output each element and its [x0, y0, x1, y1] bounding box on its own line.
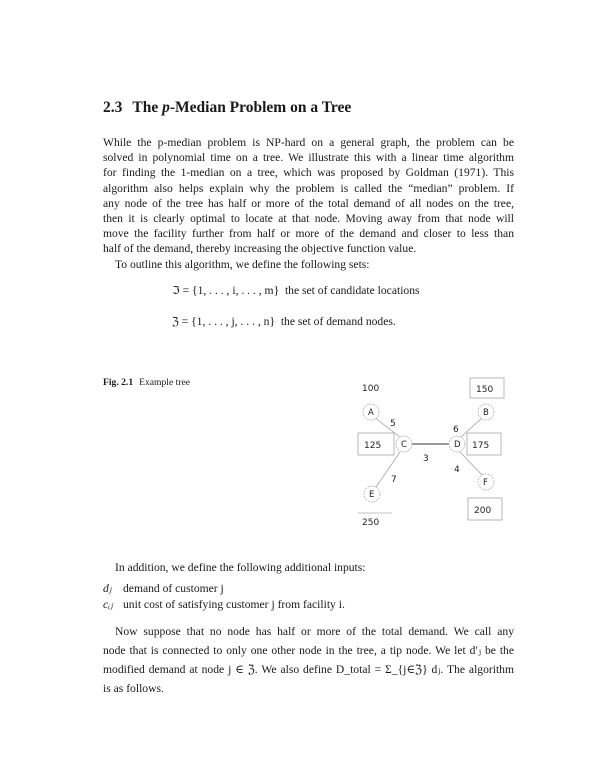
edge-A-C [374, 417, 400, 437]
demand-label-B: 150 [476, 385, 494, 395]
section-heading [103, 99, 351, 117]
tip-line: is as follows. [103, 682, 164, 695]
intro-line: algorithm also helps explain why the problem is called the “median” problem. If [103, 181, 514, 195]
example-tree-figure [340, 375, 520, 535]
additional-intro-line: In addition, we define the following additional inputs: [115, 561, 366, 574]
tip-line: Now suppose that no node has half or more of the total demand. We call any [115, 625, 514, 638]
intro-line: for finding the 1-median on a tree, which was proposed by Goldman (1971). This [103, 166, 514, 180]
input-description: demand of customer j [123, 582, 224, 595]
node-label-C: C [401, 440, 407, 450]
additional-inputs-intro [103, 560, 514, 575]
node-label-F: F [483, 478, 488, 488]
input-definitions [103, 581, 345, 612]
intro-line: any node of the tree has half or more of the total demand of all nodes on the tree, [103, 196, 514, 210]
section-title-prefix: The [132, 99, 163, 116]
input-variable: dⱼ [103, 582, 112, 595]
section-title-rest: -Median Problem on a Tree [169, 99, 352, 116]
intro-line: then it is clearly optimal to locate at that node. Moving away from that node will [103, 212, 514, 226]
section-number: 2.3 [103, 99, 123, 116]
section-title-variable: p [162, 99, 170, 116]
figure-caption [103, 377, 190, 388]
demand-label-C: 125 [364, 441, 382, 451]
input-variable: cᵢⱼ [103, 597, 114, 611]
edge-D-B [461, 417, 483, 437]
edge-weight-C-D: 3 [423, 454, 429, 464]
figure-label: Fig. 2.1 [103, 377, 134, 388]
intro-line: While the p-median problem is NP-hard on a general graph, the problem can be [103, 136, 514, 149]
input-row [103, 581, 345, 597]
node-label-B: B [483, 408, 489, 418]
node-label-E: E [369, 490, 375, 500]
tree-diagram [340, 375, 520, 535]
set-expression: = {1, . . . , j, . . . , n} [178, 315, 276, 328]
set-description: the set of demand nodes. [280, 315, 396, 328]
tip-line: node that is connected to only one other node in the tree, a tip node. We let d′ⱼ be the [103, 644, 514, 657]
set-symbol: ℑ [172, 284, 180, 297]
demand-label-F: 200 [474, 506, 492, 516]
input-row [103, 597, 345, 613]
intro-paragraph [103, 135, 514, 272]
node-label-D: D [454, 440, 461, 450]
node-label-A: A [368, 408, 374, 418]
intro-line: half of the demand, thereby increasing the objective function value. [103, 242, 417, 256]
tip-line: modified demand at node j ∈ ℨ. We also define D_total = Σ_{j∈ℨ} dⱼ. The algorithm [103, 663, 514, 676]
input-description: unit cost of satisfying customer j from facility i. [123, 597, 345, 611]
intro-line: move the facility further from half or more of the demand and closer to less than [103, 227, 514, 241]
demand-set-definition [172, 315, 396, 328]
edge-weight-A-C: 5 [390, 419, 396, 429]
figure-caption-text: Example tree [139, 377, 190, 388]
candidate-set-definition [172, 284, 420, 297]
edge-weight-D-B: 6 [453, 425, 459, 435]
demand-label-E: 250 [362, 518, 380, 528]
set-description: the set of candidate locations [284, 284, 420, 297]
outline-line: To outline this algorithm, we define the following sets: [115, 257, 370, 271]
edge-weight-D-F: 4 [454, 465, 460, 475]
intro-line: solved in polynomial time on a tree. We illustrate this with a linear time algorithm [103, 151, 514, 165]
set-symbol: ℨ [172, 315, 179, 328]
demand-label-D: 175 [472, 441, 490, 451]
tip-node-paragraph [103, 622, 514, 698]
edge-D-F [460, 452, 482, 475]
edge-weight-C-E: 7 [391, 475, 397, 485]
set-expression: = {1, . . . , i, . . . , m} [179, 284, 280, 297]
demand-label-A: 100 [362, 384, 380, 394]
